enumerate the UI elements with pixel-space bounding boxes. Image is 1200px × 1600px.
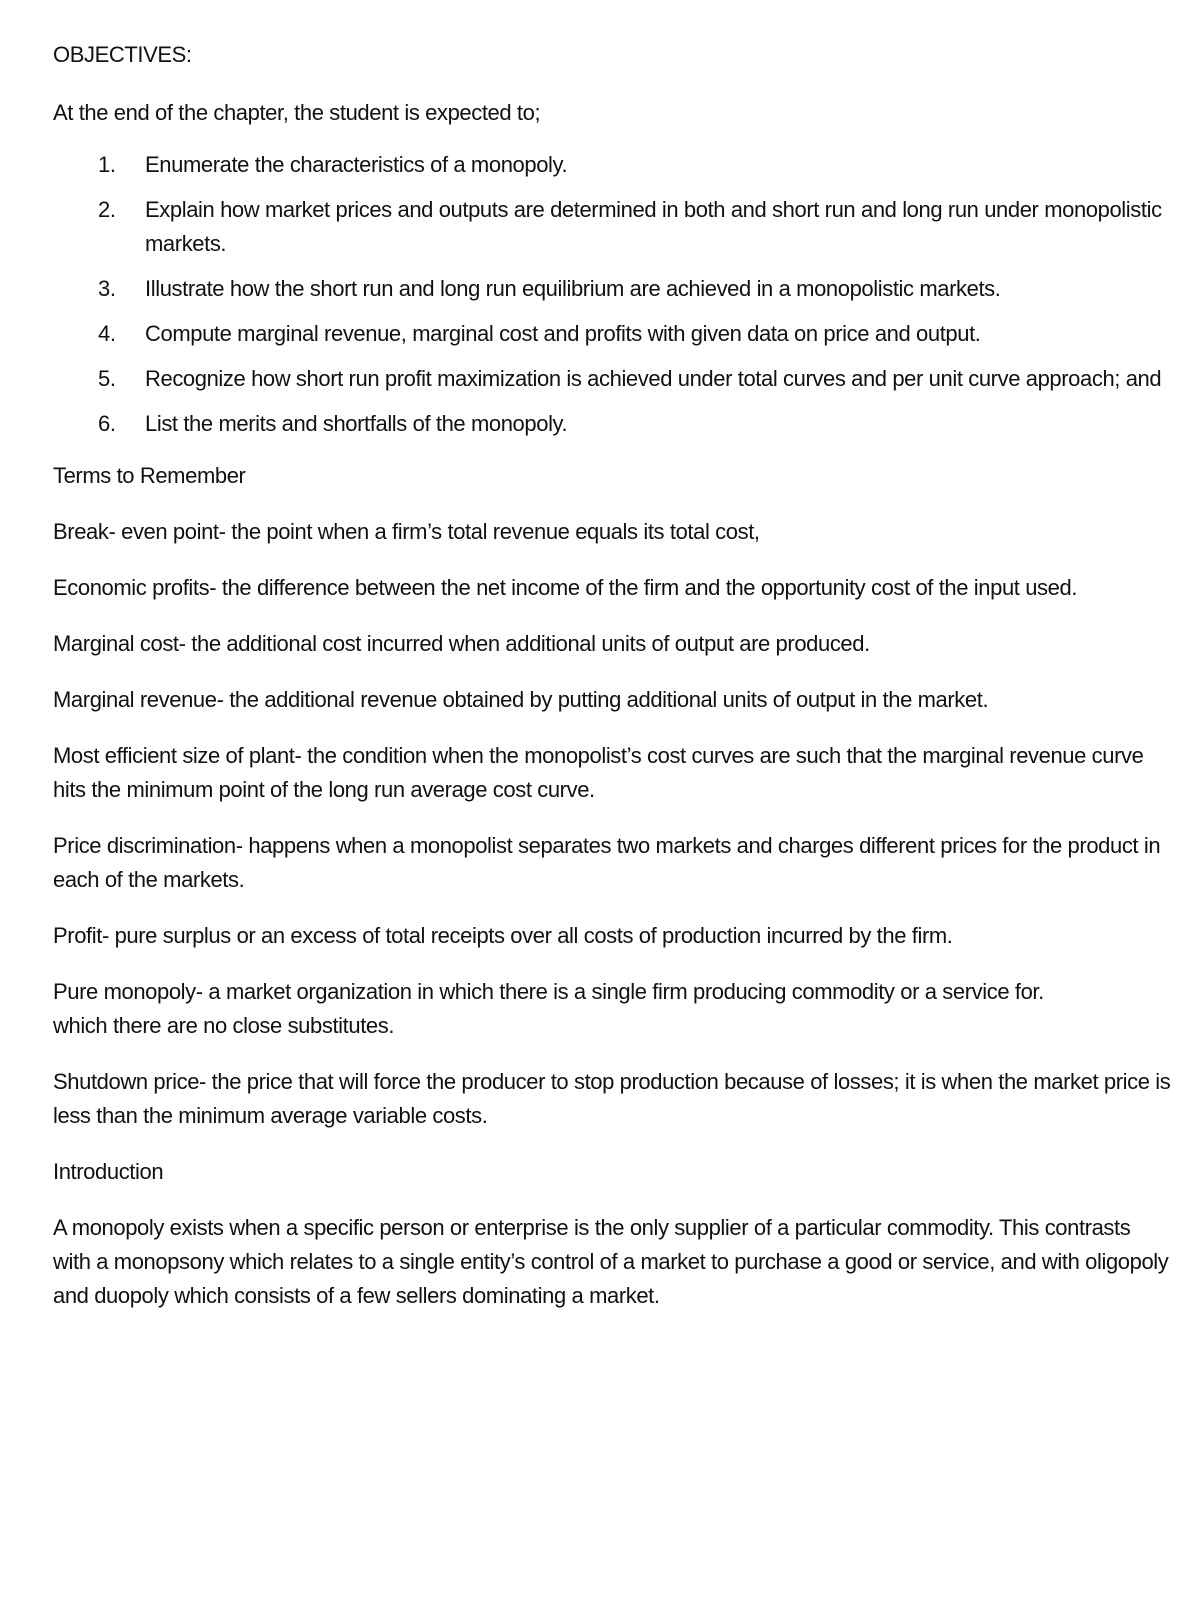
terms-heading: Terms to Remember <box>53 463 246 488</box>
introduction-heading: Introduction <box>53 1159 164 1184</box>
objective-text: Explain how market prices and outputs are determined in both and short run and long run under monopolistic markets. <box>145 197 1162 256</box>
objective-text: Illustrate how the short run and long run equilibrium are achieved in a monopolistic markets. <box>145 276 1001 301</box>
objective-number: 1. <box>98 152 116 177</box>
term-shutdown-price: Shutdown price- the price that will force the producer to stop production because of losses; it is when the market price is less than the minimum average variable costs. <box>53 1069 1171 1128</box>
objective-number: 2. <box>98 197 116 222</box>
objective-item <box>53 148 1173 182</box>
objectives-title: OBJECTIVES: <box>53 42 192 67</box>
objective-number: 4. <box>98 321 116 346</box>
objective-number: 6. <box>98 411 116 436</box>
objectives-intro: At the end of the chapter, the student is expected to; <box>53 100 541 125</box>
term-pure-monopoly: Pure monopoly- a market organization in which there is a single firm producing commodity or a service for. <box>53 979 1044 1004</box>
objective-item <box>53 407 1173 441</box>
objective-item <box>53 317 1173 351</box>
objective-item <box>53 362 1173 396</box>
objective-item <box>53 272 1173 306</box>
objective-text: List the merits and shortfalls of the monopoly. <box>145 411 568 436</box>
objectives-list <box>53 148 1173 441</box>
objective-text: Compute marginal revenue, marginal cost and profits with given data on price and output. <box>145 321 981 346</box>
introduction-body: A monopoly exists when a specific person or enterprise is the only supplier of a particular commodity. This contrasts with a monopsony which relates to a single entity’s control of a market to purchase a good or service, and with oligopoly and duopoly which consists of a few sellers dominating a market. <box>53 1215 1169 1308</box>
objective-number: 3. <box>98 276 116 301</box>
term-profit: Profit- pure surplus or an excess of total receipts over all costs of production incurred by the firm. <box>53 923 953 948</box>
objective-item <box>53 193 1173 261</box>
term-price-discrimination: Price discrimination- happens when a monopolist separates two markets and charges different prices for the product in each of the markets. <box>53 833 1161 892</box>
term-marginal-revenue: Marginal revenue- the additional revenue obtained by putting additional units of output in the market. <box>53 687 989 712</box>
objective-number: 5. <box>98 366 116 391</box>
term-pure-monopoly-continued: which there are no close substitutes. <box>53 1013 395 1038</box>
term-marginal-cost: Marginal cost- the additional cost incurred when additional units of output are produced. <box>53 631 870 656</box>
objective-text: Enumerate the characteristics of a monopoly. <box>145 152 568 177</box>
term-break-even-point: Break- even point- the point when a firm’s total revenue equals its total cost, <box>53 519 760 544</box>
term-economic-profits: Economic profits- the difference between the net income of the firm and the opportunity cost of the input used. <box>53 575 1078 600</box>
term-most-efficient-size-of-plant: Most efficient size of plant- the condition when the monopolist’s cost curves are such that the marginal revenue curve hits the minimum point of the long run average cost curve. <box>53 743 1144 802</box>
objective-text: Recognize how short run profit maximization is achieved under total curves and per unit curve approach; and <box>145 366 1162 391</box>
document-page <box>53 38 1173 1313</box>
